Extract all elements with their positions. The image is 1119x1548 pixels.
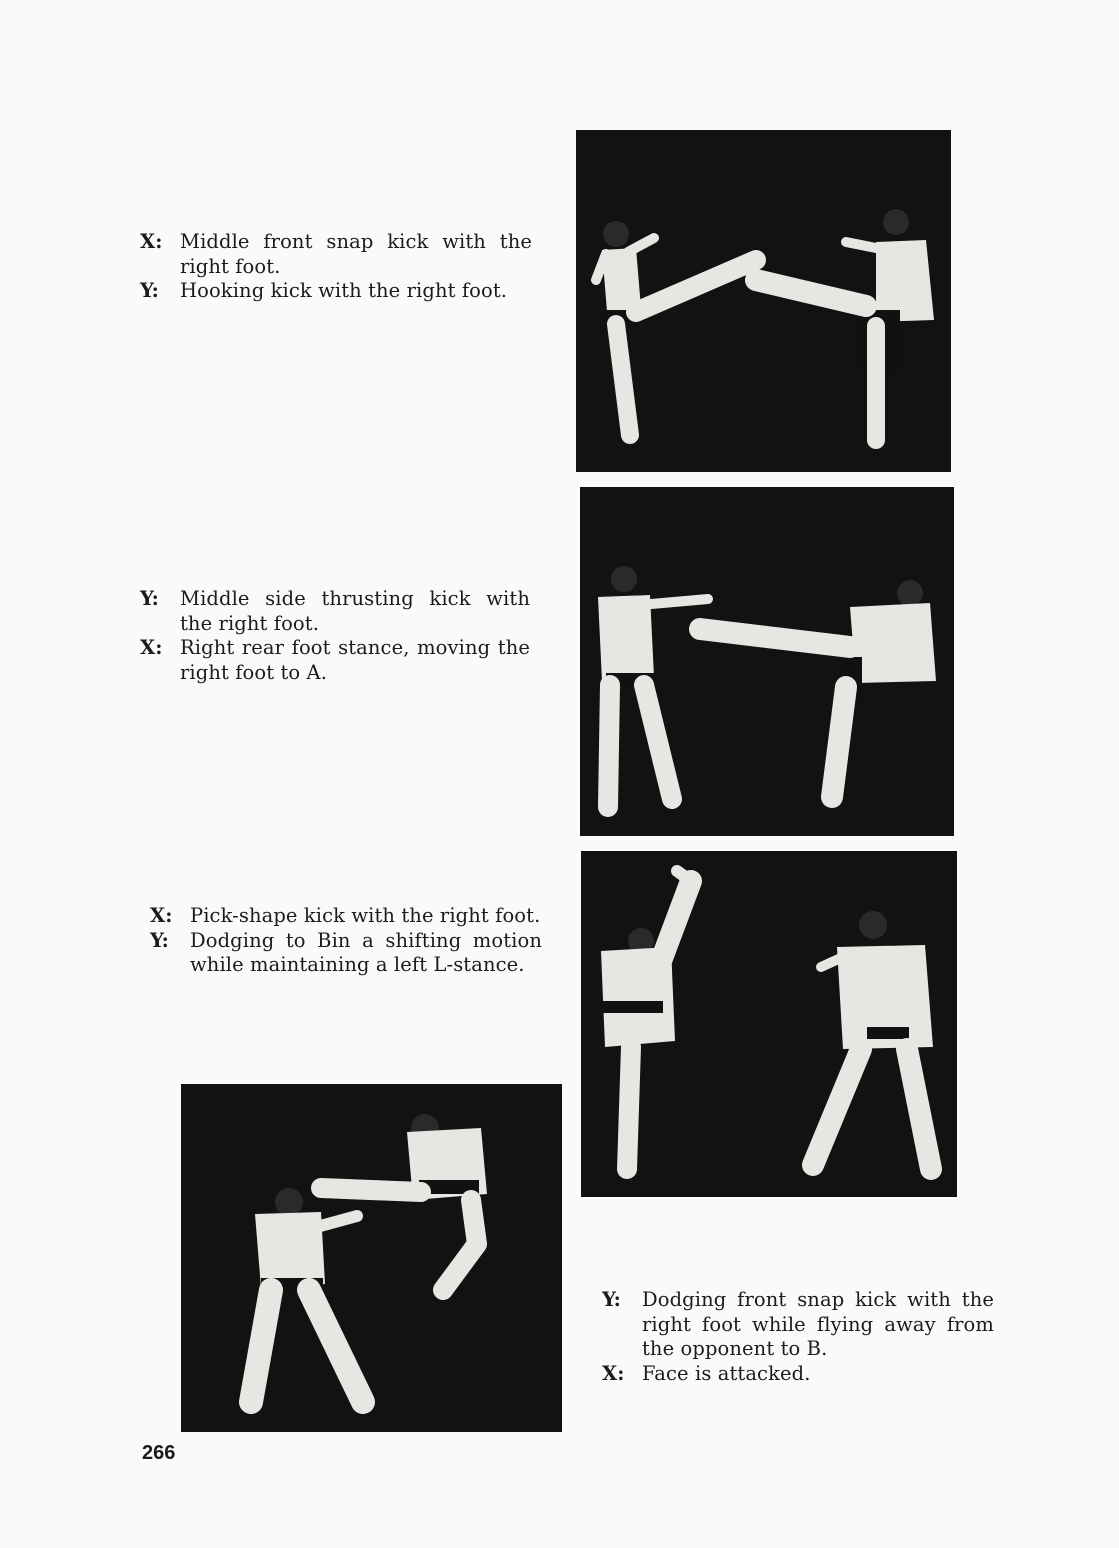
- page-number: 266: [142, 1442, 176, 1464]
- caption-line: [140, 587, 530, 636]
- caption-2: [140, 587, 530, 685]
- caption-text: Face is attacked.: [642, 1361, 811, 1385]
- caption-line: [150, 904, 542, 929]
- photo-illustration: [580, 487, 954, 836]
- photo-illustration: [581, 851, 957, 1197]
- caption-line: [140, 636, 530, 685]
- caption-text: Middle side thrusting kick with the right foot.: [180, 587, 530, 635]
- caption-line: [140, 279, 532, 304]
- speaker-label: X:: [140, 636, 163, 659]
- caption-text: Dodging front snap kick with the right foot while flying away from the opponent to B.: [642, 1288, 994, 1360]
- caption-line: [602, 1288, 994, 1362]
- caption-text: Middle front snap kick with the right foot.: [180, 230, 532, 278]
- caption-3: [150, 904, 542, 978]
- caption-4: [602, 1288, 994, 1386]
- speaker-label: Y:: [140, 279, 159, 302]
- speaker-label: X:: [140, 230, 163, 253]
- speaker-label: Y:: [140, 587, 159, 610]
- caption-text: Pick-shape kick with the right foot.: [190, 904, 541, 927]
- speaker-label: X:: [150, 904, 173, 927]
- caption-text: Dodging to Bin a shifting motion while maintaining a left L-stance.: [190, 928, 542, 976]
- photo-front-snap-kick: [576, 130, 951, 472]
- caption-text: Right rear foot stance, moving the right foot to A.: [180, 636, 530, 684]
- photo-illustration: [181, 1084, 562, 1432]
- caption-text: Hooking kick with the right foot.: [180, 279, 508, 302]
- photo-flying-front-snap-kick: [181, 1084, 562, 1432]
- photo-side-thrusting-kick: [580, 487, 954, 836]
- caption-line: [602, 1362, 994, 1387]
- speaker-label: X:: [602, 1361, 625, 1385]
- photo-illustration: [576, 130, 951, 472]
- photo-pick-shape-kick: [581, 851, 957, 1197]
- speaker-label: Y:: [150, 928, 169, 952]
- caption-1: [140, 230, 532, 304]
- caption-line: [150, 929, 542, 978]
- speaker-label: Y:: [602, 1288, 621, 1311]
- caption-line: [140, 230, 532, 279]
